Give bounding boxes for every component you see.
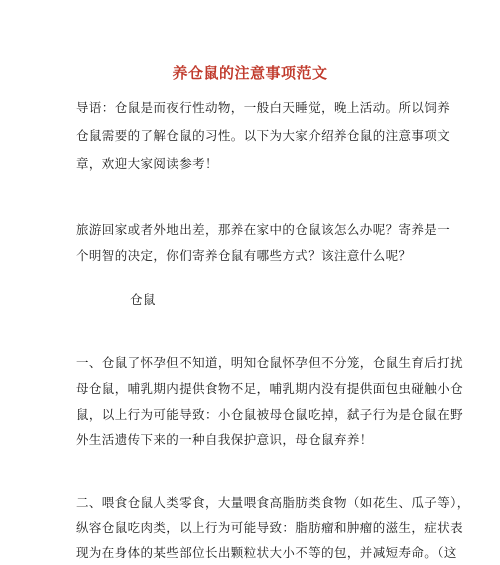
para4-line-3: 现为在身体的某些部位长出颗粒状大小不等的包，并减短寿命。（这 bbox=[76, 545, 457, 560]
para2-line-2: 个明智的决定，你们寄养仓鼠有哪些方式？该注意什么呢？ bbox=[76, 248, 412, 263]
para3-line-4: 外生活遗传下来的一种自我保护意识，母仓鼠弃养！ bbox=[76, 432, 373, 447]
para3-line-1: 一、仓鼠了怀孕但不知道，明知仓鼠怀孕但不分笼，仓鼠生育后打扰 bbox=[76, 355, 464, 370]
para3-line-2: 母仓鼠，哺乳期内提供食物不足，哺乳期内没有提供面包虫碰触小仓 bbox=[76, 381, 464, 396]
para4-line-1: 二、喂食仓鼠人类零食，大量喂食高脂肪类食物（如花生、瓜子等）， bbox=[76, 495, 470, 510]
intro-line-1: 导语：仓鼠是而夜行性动物，一般白天睡觉，晚上活动。所以饲养 bbox=[76, 100, 451, 115]
intro-line-3: 章，欢迎大家阅读参考！ bbox=[76, 156, 218, 171]
para3-line-3: 鼠，以上行为可能导致：小仓鼠被母仓鼠吃掉，弑子行为是仓鼠在野 bbox=[76, 407, 464, 422]
document-title: 养仓鼠的注意事项范文 bbox=[172, 64, 328, 82]
intro-line-2: 仓鼠需要的了解仓鼠的习性。以下为大家介绍养仓鼠的注意事项文 bbox=[76, 128, 451, 143]
para4-line-2: 纵容仓鼠吃肉类，以上行为可能导致：脂肪瘤和肿瘤的滋生，症状表 bbox=[76, 520, 464, 535]
subheading-hamster: 仓鼠 bbox=[130, 292, 157, 307]
para2-line-1: 旅游回家或者外地出差，那养在家中的仓鼠该怎么办呢？寄养是一 bbox=[76, 222, 451, 237]
